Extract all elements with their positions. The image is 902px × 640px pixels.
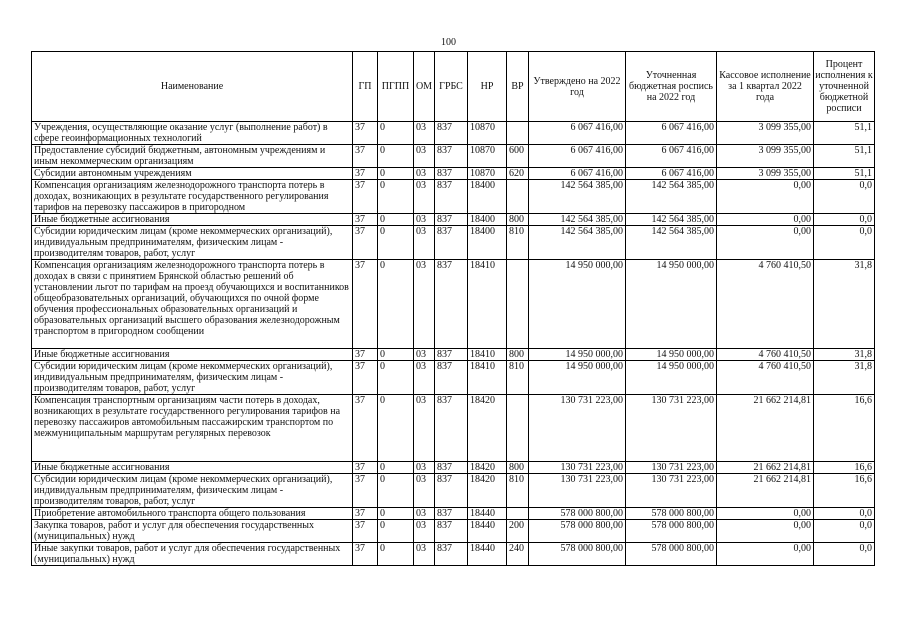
cell-om: 03 xyxy=(414,543,435,566)
cell-percent: 0,0 xyxy=(814,180,875,214)
cell-ppgp: 0 xyxy=(378,361,414,395)
cell-ppgp: 0 xyxy=(378,462,414,474)
cell-gp: 37 xyxy=(353,508,378,520)
header-approved: Утверждено на 2022 год xyxy=(529,52,626,122)
cell-refined: 130 731 223,00 xyxy=(626,395,717,462)
table-row xyxy=(32,214,875,226)
cell-refined: 14 950 000,00 xyxy=(626,361,717,395)
cell-om: 03 xyxy=(414,145,435,168)
cell-percent: 0,0 xyxy=(814,520,875,543)
cell-ppgp: 0 xyxy=(378,508,414,520)
cell-cash: 0,00 xyxy=(717,508,814,520)
cell-grbs: 837 xyxy=(435,226,468,260)
cell-grbs: 837 xyxy=(435,214,468,226)
cell-ppgp: 0 xyxy=(378,214,414,226)
cell-name: Субсидии юридическим лицам (кроме некоммерческих организаций), индивидуальным предпринимателям, физическим лицам - производителям товаров, работ, услуг xyxy=(32,361,353,395)
cell-approved: 142 564 385,00 xyxy=(529,214,626,226)
cell-vr xyxy=(507,180,529,214)
cell-percent: 16,6 xyxy=(814,462,875,474)
cell-ppgp: 0 xyxy=(378,349,414,361)
cell-refined: 142 564 385,00 xyxy=(626,214,717,226)
cell-refined: 578 000 800,00 xyxy=(626,543,717,566)
cell-percent: 51,1 xyxy=(814,145,875,168)
cell-cash: 4 760 410,50 xyxy=(717,260,814,349)
cell-cash: 21 662 214,81 xyxy=(717,474,814,508)
cell-grbs: 837 xyxy=(435,474,468,508)
cell-om: 03 xyxy=(414,395,435,462)
cell-approved: 6 067 416,00 xyxy=(529,122,626,145)
cell-gp: 37 xyxy=(353,145,378,168)
header-np: НР xyxy=(468,52,507,122)
cell-grbs: 837 xyxy=(435,520,468,543)
header-gp: ГП xyxy=(353,52,378,122)
cell-ppgp: 0 xyxy=(378,168,414,180)
table-row xyxy=(32,122,875,145)
cell-cash: 0,00 xyxy=(717,520,814,543)
cell-approved: 6 067 416,00 xyxy=(529,145,626,168)
cell-refined: 6 067 416,00 xyxy=(626,145,717,168)
cell-om: 03 xyxy=(414,180,435,214)
cell-gp: 37 xyxy=(353,395,378,462)
cell-gp: 37 xyxy=(353,543,378,566)
cell-name: Субсидии юридическим лицам (кроме некоммерческих организаций), индивидуальным предпринимателям, физическим лицам - производителям товаров, работ, услуг xyxy=(32,226,353,260)
table-row xyxy=(32,145,875,168)
cell-cash: 0,00 xyxy=(717,226,814,260)
cell-percent: 31,8 xyxy=(814,260,875,349)
cell-percent: 51,1 xyxy=(814,168,875,180)
cell-vr: 240 xyxy=(507,543,529,566)
cell-vr: 600 xyxy=(507,145,529,168)
cell-np: 18420 xyxy=(468,474,507,508)
cell-grbs: 837 xyxy=(435,180,468,214)
cell-gp: 37 xyxy=(353,361,378,395)
cell-np: 10870 xyxy=(468,168,507,180)
cell-gp: 37 xyxy=(353,260,378,349)
cell-ppgp: 0 xyxy=(378,145,414,168)
cell-refined: 6 067 416,00 xyxy=(626,168,717,180)
cell-gp: 37 xyxy=(353,349,378,361)
table-row xyxy=(32,462,875,474)
table-row xyxy=(32,508,875,520)
cell-name: Субсидии автономным учреждениям xyxy=(32,168,353,180)
cell-percent: 0,0 xyxy=(814,508,875,520)
cell-grbs: 837 xyxy=(435,462,468,474)
cell-om: 03 xyxy=(414,349,435,361)
page-number: 100 xyxy=(441,37,456,48)
cell-gp: 37 xyxy=(353,180,378,214)
cell-percent: 0,0 xyxy=(814,226,875,260)
cell-name: Иные закупки товаров, работ и услуг для обеспечения государственных (муниципальных) нужд xyxy=(32,543,353,566)
cell-np: 18420 xyxy=(468,462,507,474)
cell-refined: 142 564 385,00 xyxy=(626,180,717,214)
cell-name: Иные бюджетные ассигнования xyxy=(32,349,353,361)
cell-ppgp: 0 xyxy=(378,543,414,566)
cell-cash: 4 760 410,50 xyxy=(717,361,814,395)
header-name: Наименование xyxy=(32,52,353,122)
cell-gp: 37 xyxy=(353,474,378,508)
cell-approved: 578 000 800,00 xyxy=(529,520,626,543)
cell-cash: 21 662 214,81 xyxy=(717,462,814,474)
header-vr: ВР xyxy=(507,52,529,122)
cell-vr xyxy=(507,122,529,145)
cell-percent: 16,6 xyxy=(814,395,875,462)
cell-np: 18410 xyxy=(468,260,507,349)
cell-np: 18420 xyxy=(468,395,507,462)
table-header-row xyxy=(32,52,875,122)
cell-approved: 14 950 000,00 xyxy=(529,361,626,395)
cell-om: 03 xyxy=(414,462,435,474)
table-row xyxy=(32,349,875,361)
cell-refined: 578 000 800,00 xyxy=(626,508,717,520)
cell-vr: 200 xyxy=(507,520,529,543)
cell-vr: 800 xyxy=(507,462,529,474)
cell-name: Учреждения, осуществляющие оказание услуг (выполнение работ) в сфере геоинформационных технологий xyxy=(32,122,353,145)
header-refined: Уточненная бюджетная роспись на 2022 год xyxy=(626,52,717,122)
cell-approved: 130 731 223,00 xyxy=(529,395,626,462)
cell-cash: 3 099 355,00 xyxy=(717,168,814,180)
cell-ppgp: 0 xyxy=(378,122,414,145)
cell-refined: 14 950 000,00 xyxy=(626,349,717,361)
cell-name: Закупка товаров, работ и услуг для обеспечения государственных (муниципальных) нужд xyxy=(32,520,353,543)
cell-om: 03 xyxy=(414,520,435,543)
cell-om: 03 xyxy=(414,361,435,395)
cell-ppgp: 0 xyxy=(378,226,414,260)
cell-refined: 130 731 223,00 xyxy=(626,462,717,474)
cell-vr xyxy=(507,508,529,520)
table-row xyxy=(32,361,875,395)
table-row xyxy=(32,543,875,566)
cell-ppgp: 0 xyxy=(378,474,414,508)
cell-gp: 37 xyxy=(353,168,378,180)
cell-gp: 37 xyxy=(353,214,378,226)
cell-name: Компенсация организациям железнодорожного транспорта потерь в доходах в связи с принятием Брянской областью решений об установлении льгот по тарифам на проезд обучающихся и воспитанников общеобразовательных организаций, обучающихся по очной форме обучения профессиональных образовательных организаций и образовательных организаций высшего образования железнодорожным транспортом в пригородном сообщении xyxy=(32,260,353,349)
cell-gp: 37 xyxy=(353,520,378,543)
cell-name: Компенсация транспортным организациям части потерь в доходах, возникающих в результате государственного регулирования тарифов на перевозку пассажиров автомобильным пассажирским транспортом по межмуниципальным маршрутам регулярных перевозок xyxy=(32,395,353,462)
cell-vr: 810 xyxy=(507,474,529,508)
cell-name: Иные бюджетные ассигнования xyxy=(32,214,353,226)
cell-cash: 21 662 214,81 xyxy=(717,395,814,462)
cell-approved: 578 000 800,00 xyxy=(529,543,626,566)
cell-approved: 142 564 385,00 xyxy=(529,180,626,214)
cell-om: 03 xyxy=(414,474,435,508)
cell-approved: 6 067 416,00 xyxy=(529,168,626,180)
cell-grbs: 837 xyxy=(435,145,468,168)
cell-vr xyxy=(507,395,529,462)
cell-np: 18440 xyxy=(468,520,507,543)
cell-gp: 37 xyxy=(353,122,378,145)
table-row xyxy=(32,520,875,543)
cell-percent: 16,6 xyxy=(814,474,875,508)
header-cash: Кассовое исполнение за 1 квартал 2022 года xyxy=(717,52,814,122)
cell-percent: 0,0 xyxy=(814,543,875,566)
cell-np: 18410 xyxy=(468,349,507,361)
cell-np: 18410 xyxy=(468,361,507,395)
cell-approved: 142 564 385,00 xyxy=(529,226,626,260)
cell-approved: 130 731 223,00 xyxy=(529,462,626,474)
cell-grbs: 837 xyxy=(435,361,468,395)
cell-grbs: 837 xyxy=(435,260,468,349)
cell-om: 03 xyxy=(414,168,435,180)
cell-np: 18400 xyxy=(468,226,507,260)
cell-np: 10870 xyxy=(468,122,507,145)
cell-name: Предоставление субсидий бюджетным, автономным учреждениям и иным некоммерческим организациям xyxy=(32,145,353,168)
cell-refined: 130 731 223,00 xyxy=(626,474,717,508)
cell-np: 18400 xyxy=(468,214,507,226)
cell-cash: 4 760 410,50 xyxy=(717,349,814,361)
cell-np: 10870 xyxy=(468,145,507,168)
cell-vr: 810 xyxy=(507,226,529,260)
cell-ppgp: 0 xyxy=(378,520,414,543)
cell-vr: 800 xyxy=(507,349,529,361)
cell-name: Компенсация организациям железнодорожного транспорта потерь в доходах, возникающих в результате государственного регулирования тарифов на перевозку пассажиров в пригородном xyxy=(32,180,353,214)
cell-approved: 130 731 223,00 xyxy=(529,474,626,508)
cell-refined: 142 564 385,00 xyxy=(626,226,717,260)
header-om: ОМ xyxy=(414,52,435,122)
cell-name: Иные бюджетные ассигнования xyxy=(32,462,353,474)
cell-vr: 810 xyxy=(507,361,529,395)
cell-ppgp: 0 xyxy=(378,180,414,214)
cell-refined: 6 067 416,00 xyxy=(626,122,717,145)
cell-cash: 0,00 xyxy=(717,543,814,566)
header-ppgp: ПГПП xyxy=(378,52,414,122)
cell-cash: 3 099 355,00 xyxy=(717,145,814,168)
cell-approved: 14 950 000,00 xyxy=(529,349,626,361)
cell-refined: 14 950 000,00 xyxy=(626,260,717,349)
cell-np: 18400 xyxy=(468,180,507,214)
cell-name: Приобретение автомобильного транспорта общего пользования xyxy=(32,508,353,520)
cell-percent: 31,8 xyxy=(814,361,875,395)
table-row xyxy=(32,395,875,462)
header-grbs: ГРБС xyxy=(435,52,468,122)
table-row xyxy=(32,180,875,214)
cell-gp: 37 xyxy=(353,462,378,474)
cell-grbs: 837 xyxy=(435,543,468,566)
cell-om: 03 xyxy=(414,260,435,349)
cell-grbs: 837 xyxy=(435,168,468,180)
cell-vr xyxy=(507,260,529,349)
cell-grbs: 837 xyxy=(435,395,468,462)
cell-grbs: 837 xyxy=(435,349,468,361)
cell-vr: 800 xyxy=(507,214,529,226)
cell-percent: 31,8 xyxy=(814,349,875,361)
cell-vr: 620 xyxy=(507,168,529,180)
cell-om: 03 xyxy=(414,226,435,260)
table-row xyxy=(32,474,875,508)
budget-execution-table xyxy=(31,51,875,566)
table-row xyxy=(32,168,875,180)
table-row xyxy=(32,260,875,349)
cell-approved: 14 950 000,00 xyxy=(529,260,626,349)
cell-ppgp: 0 xyxy=(378,395,414,462)
cell-cash: 0,00 xyxy=(717,214,814,226)
cell-np: 18440 xyxy=(468,543,507,566)
cell-cash: 3 099 355,00 xyxy=(717,122,814,145)
cell-grbs: 837 xyxy=(435,508,468,520)
cell-refined: 578 000 800,00 xyxy=(626,520,717,543)
header-percent: Процент исполнения к уточненной бюджетной росписи xyxy=(814,52,875,122)
cell-gp: 37 xyxy=(353,226,378,260)
cell-np: 18440 xyxy=(468,508,507,520)
cell-om: 03 xyxy=(414,214,435,226)
cell-percent: 0,0 xyxy=(814,214,875,226)
cell-approved: 578 000 800,00 xyxy=(529,508,626,520)
cell-percent: 51,1 xyxy=(814,122,875,145)
cell-om: 03 xyxy=(414,122,435,145)
cell-om: 03 xyxy=(414,508,435,520)
cell-cash: 0,00 xyxy=(717,180,814,214)
table-row xyxy=(32,226,875,260)
cell-grbs: 837 xyxy=(435,122,468,145)
cell-ppgp: 0 xyxy=(378,260,414,349)
cell-name: Субсидии юридическим лицам (кроме некоммерческих организаций), индивидуальным предпринимателям, физическим лицам - производителям товаров, работ, услуг xyxy=(32,474,353,508)
